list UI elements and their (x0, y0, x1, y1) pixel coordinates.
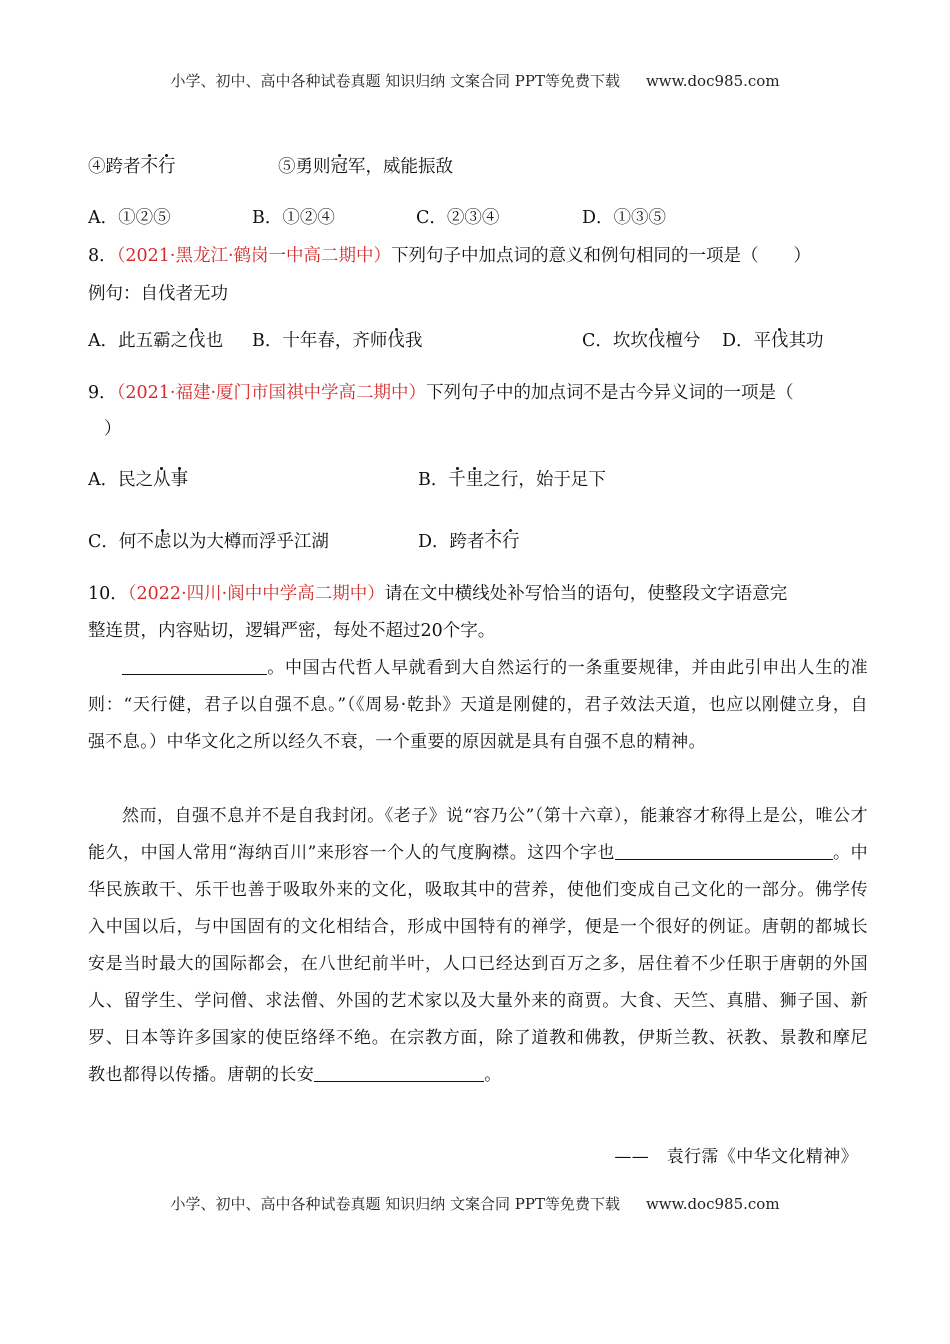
q8-stem (88, 248, 811, 266)
para2-text-b: 。中华民族敢干、乐干也善于吸取外来的文化，吸取其中的营养，使他们变成自己文化的一部分。佛学传入中国以后，与中国固有的文化相结合，形成中国特有的禅学，便是一个很好的例证。唐朝的都城长安是当时最大的国际都会，在八世纪前半叶，人口已经达到百万之多，居住着不少任职于唐朝的外国人、留学生、学问僧、求法僧、外国的艺术家以及大量外来的商贾。大食、天竺、真腊、狮子国、新罗、日本等许多国家的使臣络绎不绝。在宗教方面，除了道教和佛教，伊斯兰教、祆教、景教和摩尼教也都得以传播。唐朝的长安 (88, 843, 868, 1085)
q10-source: （2022·四川·阆中中学高二期中） (127, 584, 385, 604)
page-header (0, 70, 950, 91)
q9-source: （2021·福建·厦门市国祺中学高二期中） (116, 383, 427, 403)
q9-number: 9． (88, 383, 117, 403)
para2-text-c: 。 (484, 1065, 502, 1085)
q7-option-5: ⑤勇则冠军，威能振敌 (278, 157, 453, 177)
q8-choice-c[interactable]: C．坎坎伐檀兮 (582, 331, 701, 351)
footer-text: 小学、初中、高中各种试卷真题 知识归纳 文案合同 PPT等免费下载 (170, 1195, 620, 1213)
answer-blank-2[interactable] (615, 843, 833, 860)
q9-question: 下列句子中的加点词不是古今异义词的一项是（ (426, 383, 794, 403)
q8-choice-a[interactable]: A．此五霸之伐也 (88, 331, 224, 351)
q9-choice-a[interactable]: A．民之从事 (88, 470, 189, 490)
q9-choice-d[interactable]: D．跨者不行 (418, 532, 520, 552)
answer-blank-1[interactable] (122, 658, 267, 675)
q10-number: 10． (88, 584, 128, 604)
q10-stem-line2: 整连贯，内容贴切，逻辑严密，每处不超过20个字。 (88, 621, 496, 641)
q8-example: 例句：自伐者无功 (88, 284, 228, 304)
q8-source: （2021·黑龙江·鹤岗一中高二期中） (116, 246, 392, 266)
q9-stem (88, 385, 794, 403)
answer-blank-3[interactable] (314, 1065, 484, 1082)
q10-question: 请在文中横线处补写恰当的语句，使整段文字语意完 (384, 584, 788, 604)
q8-choice-d[interactable]: D．平伐其功 (722, 331, 824, 351)
q8-choice-b[interactable]: B．十年春，齐师伐我 (252, 331, 423, 351)
q9-choice-b[interactable]: B．千里之行，始于足下 (418, 470, 606, 490)
passage-attribution: —— 袁行霈《中华文化精神》 (614, 1147, 858, 1167)
page-footer (0, 1193, 950, 1214)
passage-paragraph-1 (88, 650, 868, 761)
para2-text-a: 然而，自强不息并不是自我封闭。《老子》说“容乃公”（第十六章），能兼容才称得上是公，唯公才能久，中国人常用“海纳百川”来形容一个人的气度胸襟。这四个字也 (88, 806, 868, 863)
header-url[interactable]: www.doc985.com (645, 72, 780, 90)
q7-option-4: ④跨者不行 (88, 157, 176, 177)
q7-choice-a[interactable]: A．①②⑤ (88, 208, 171, 228)
footer-url[interactable]: www.doc985.com (645, 1195, 780, 1213)
q10-stem-line1 (88, 586, 787, 604)
q7-choice-c[interactable]: C．②③④ (416, 208, 500, 228)
q8-question: 下列句子中加点词的意义和例句相同的一项是（ ） (391, 246, 812, 266)
q9-stem-end: ） (104, 419, 122, 439)
q7-choice-d[interactable]: D．①③⑤ (582, 208, 667, 228)
header-text: 小学、初中、高中各种试卷真题 知识归纳 文案合同 PPT等免费下载 (170, 72, 620, 90)
passage-paragraph-2 (88, 798, 868, 1094)
q8-number: 8． (88, 246, 117, 266)
para1-text: 。中国古代哲人早就看到大自然运行的一条重要规律，并由此引申出人生的准则：“天行健，君子以自强不息。”（《周易·乾卦》天道是刚健的，君子效法天道，也应以刚健立身，自强不息。）中华文化之所以经久不衰，一个重要的原因就是具有自强不息的精神。 (88, 658, 868, 752)
q9-choice-c[interactable]: C．何不虑以为大樽而浮乎江湖 (88, 532, 329, 552)
q7-choice-b[interactable]: B．①②④ (252, 208, 335, 228)
